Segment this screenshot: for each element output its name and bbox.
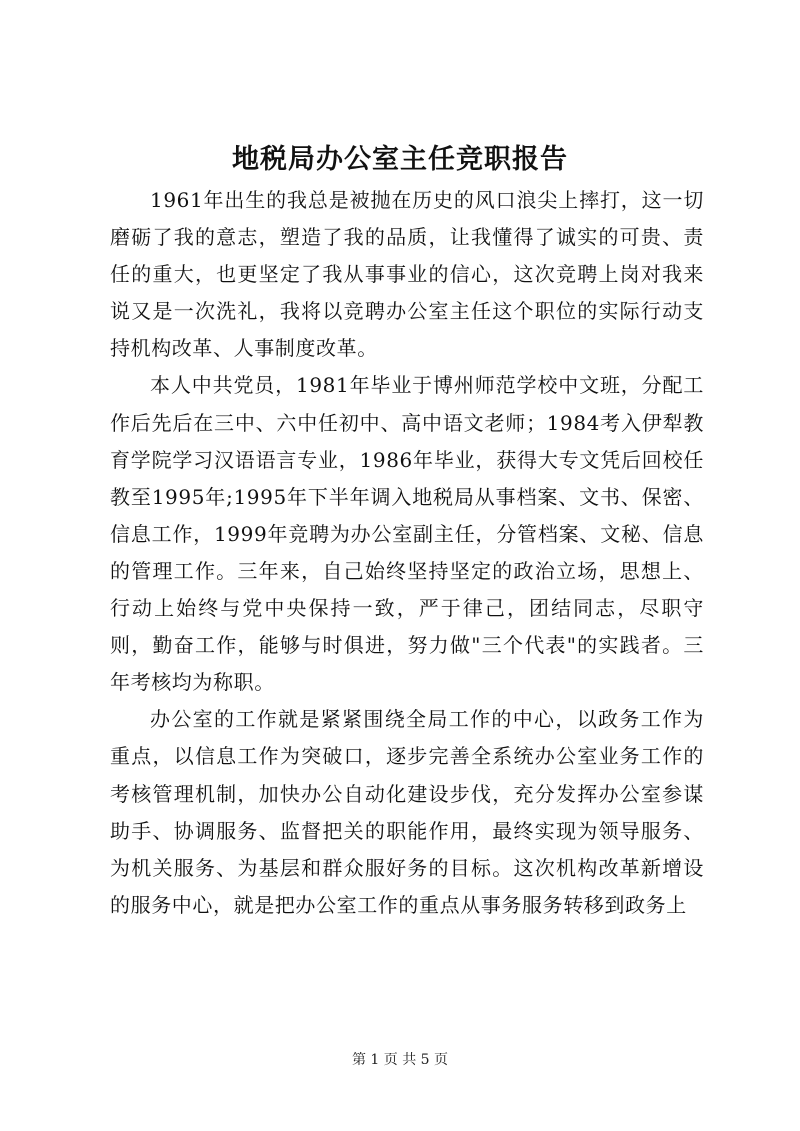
paragraph-3: 办公室的工作就是紧紧围绕全局工作的中心，以政务工作为重点，以信息工作为突破口，逐步完善全系统办公室业务工作的考核管理机制，加快办公自动化建设步伐，充分发挥办公室参谋助手、协调服务、监督把关的职能作用，最终实现为领导服务、为机关服务、为基层和群众服好务的目标。这次机构改革新增设的服务中心，就是把办公室工作的重点从事务服务转移到政务上 (110, 707, 704, 917)
document-title: 地税局办公室主任竞职报告 (232, 144, 568, 175)
page-footer: 第 1 页 共 5 页 (351, 1052, 449, 1068)
paragraph-1: 1961年出生的我总是被抛在历史的风口浪尖上摔打，这一切磨砺了我的意志，塑造了我的品质，让我懂得了诚实的可贵、责任的重大，也更坚定了我从事事业的信心，这次竞聘上岗对我来说又是一次洗礼，我将以竞聘办公室主任这个职位的实际行动支持机构改革、人事制度改革。 (110, 188, 704, 361)
paragraph-2: 本人中共党员，1981年毕业于博州师范学校中文班，分配工作后先后在三中、六中任初中、高中语文老师；1984考入伊犁教育学院学习汉语语言专业，1986年毕业，获得大专文凭后回校任教至1995年;1995年下半年调入地税局从事档案、文书、保密、信息工作，1999年竞聘为办公室副主任，分管档案、文秘、信息的管理工作。三年来，自己始终坚持坚定的政治立场，思想上、行动上始终与党中央保持一致，严于律己，团结同志，尽职守则，勤奋工作，能够与时俱进，努力做"三个代表"的实践者。三年考核均为称职。 (110, 373, 704, 695)
document-body (110, 182, 704, 924)
